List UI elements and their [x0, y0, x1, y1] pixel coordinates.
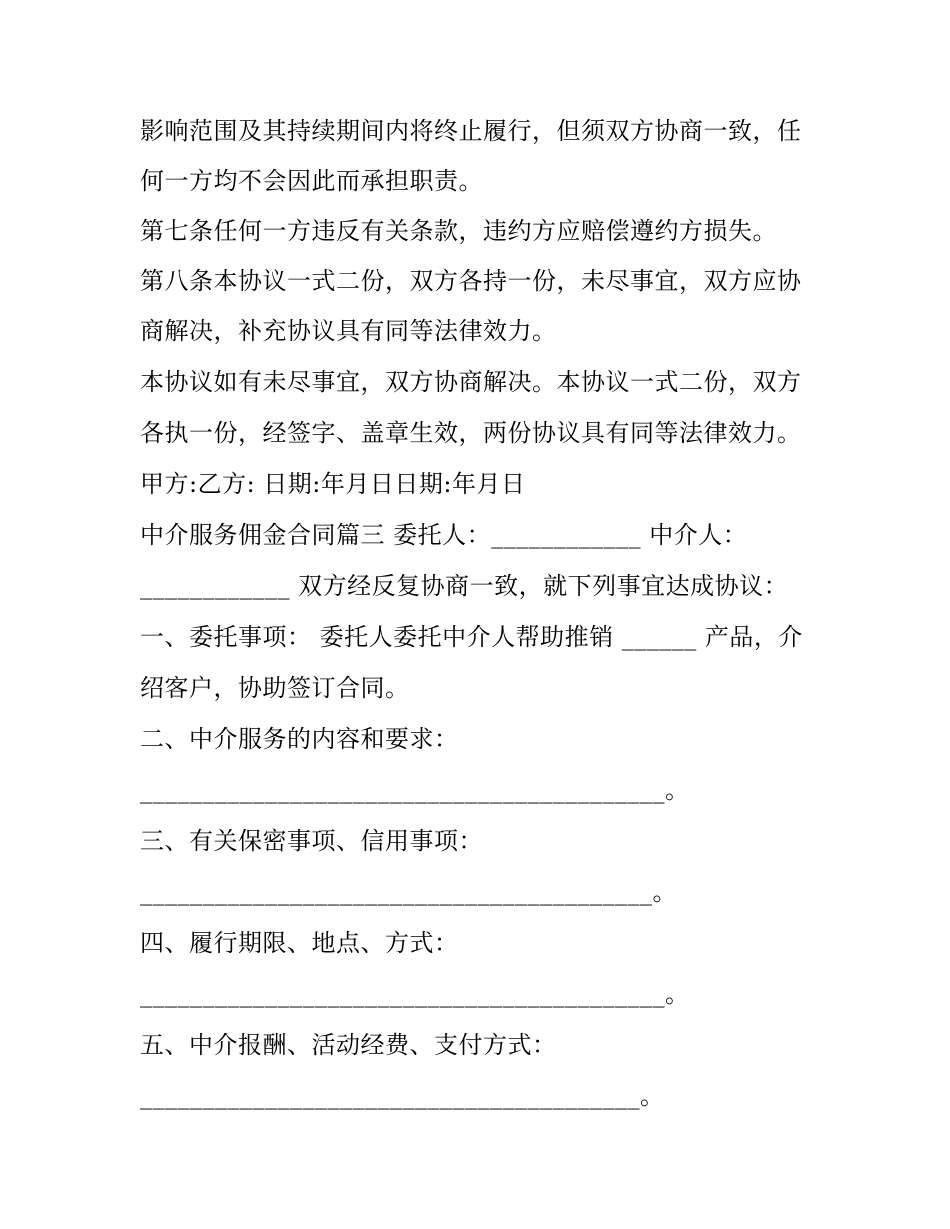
text-line-10: ____________ 双方经反复协商一致，就下列事宜达成协议： — [140, 572, 789, 600]
blank-line-clause-3: _________________________________________。 — [140, 878, 677, 906]
contract-heading-line: 中介服务佣金合同篇三 委托人：____________ 中介人： — [140, 521, 748, 549]
blank-line-clause-4: __________________________________________。 — [140, 980, 690, 1008]
text-line-2: 何一方均不会因此而承担职责。 — [140, 167, 483, 195]
signature-date-line: 甲方:乙方: 日期:年月日日期:年月日 — [140, 470, 526, 498]
text-line-1: 影响范围及其持续期间内将终止履行，但须双方协商一致，任 — [140, 117, 802, 145]
clause-5-line: 五、中介报酬、活动经费、支付方式： — [140, 1031, 557, 1059]
clause-1-line: 一、委托事项： 委托人委托中介人帮助推销 ______ 产品，介 — [140, 623, 803, 651]
text-line-3: 第七条任何一方违反有关条款，违约方应赔偿遵约方损失。 — [140, 217, 777, 245]
blank-line-clause-5: ________________________________________。 — [140, 1082, 665, 1110]
text-line-7: 各执一份，经签字、盖章生效，两份协议具有同等法律效力。 — [140, 419, 802, 447]
clause-3-line: 三、有关保密事项、信用事项： — [140, 827, 483, 855]
text-line-12: 绍客户，协助签订合同。 — [140, 674, 410, 702]
blank-line-clause-2: __________________________________________。 — [140, 776, 690, 804]
clause-2-line: 二、中介服务的内容和要求： — [140, 725, 459, 753]
clause-4-line: 四、履行期限、地点、方式： — [140, 929, 459, 957]
text-line-6: 本协议如有未尽事宜，双方协商解决。本协议一式二份，双方 — [140, 368, 802, 396]
text-line-5: 商解决，补充协议具有同等法律效力。 — [140, 317, 557, 345]
text-line-4: 第八条本协议一式二份，双方各持一份，未尽事宜，双方应协 — [140, 267, 802, 295]
